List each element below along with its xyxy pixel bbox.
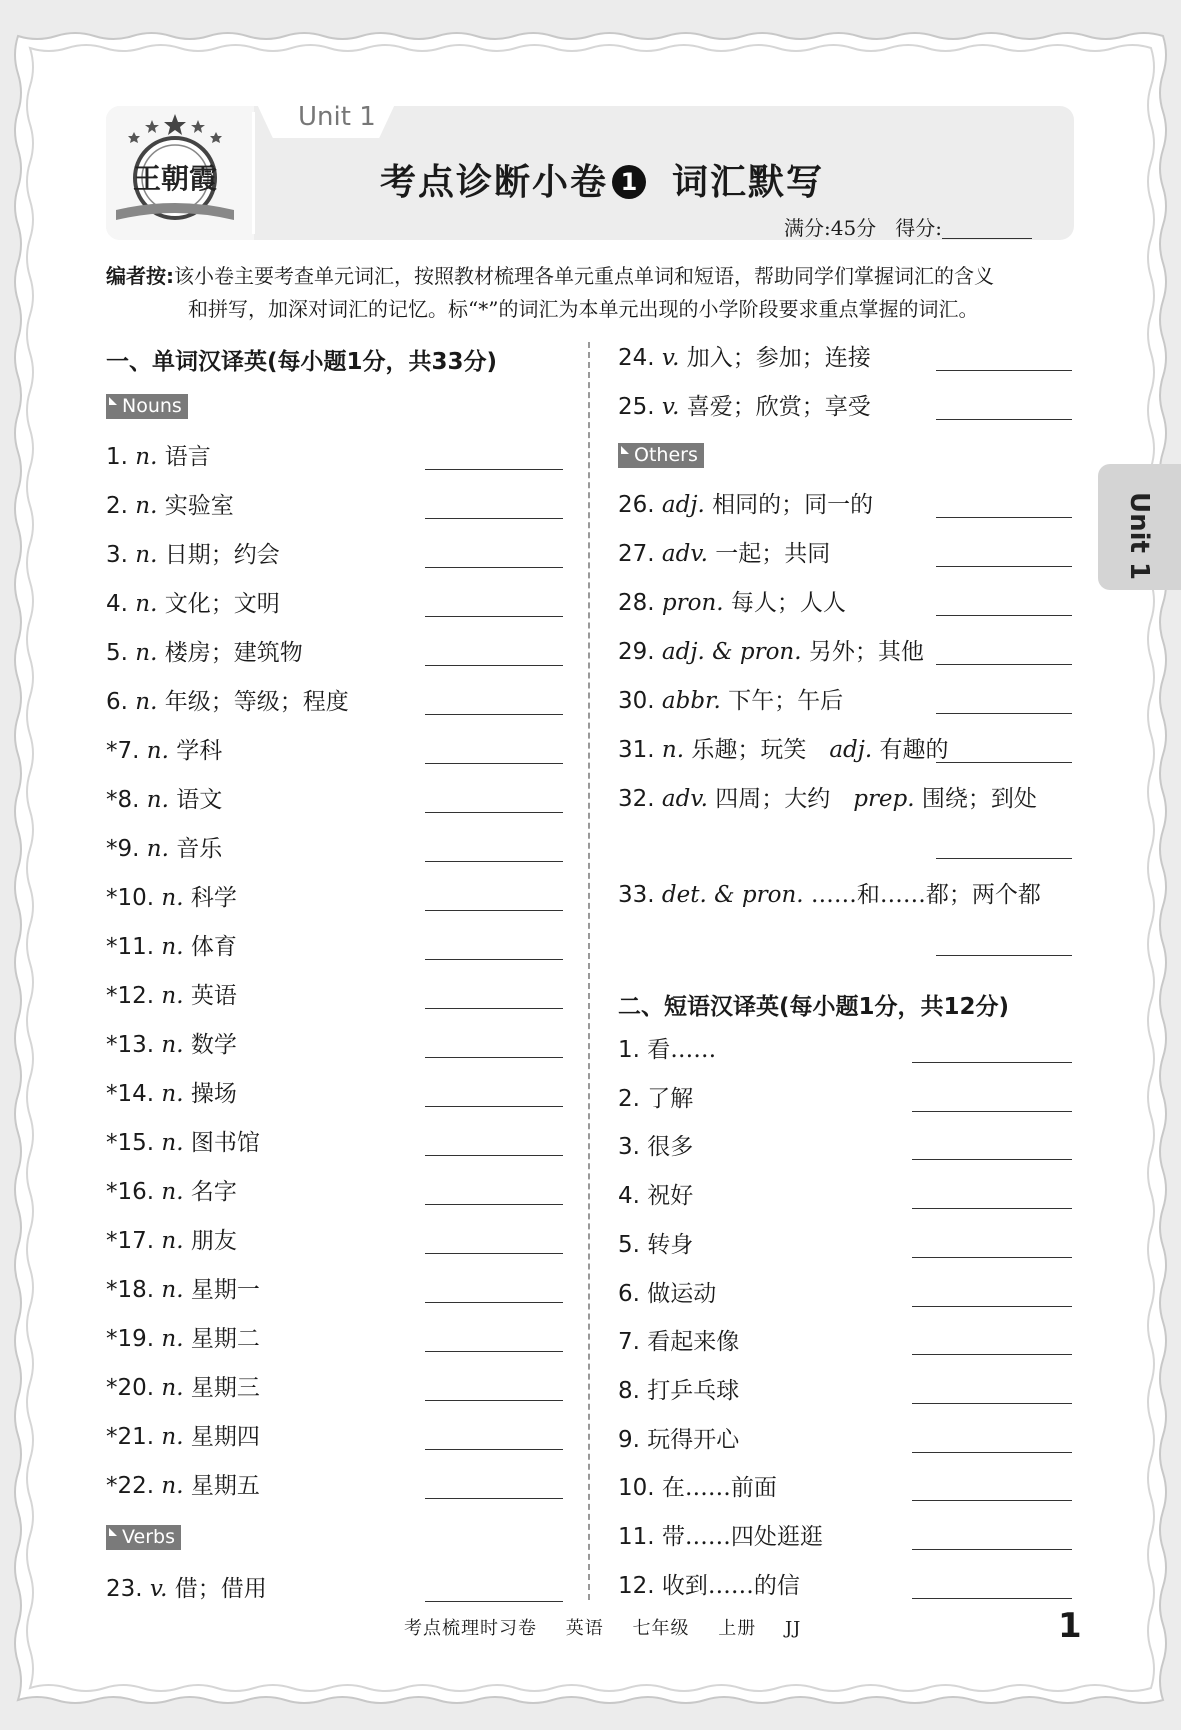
answer-blank[interactable] <box>936 419 1072 420</box>
answer-blank[interactable] <box>936 955 1072 956</box>
answer-blank[interactable] <box>425 1601 563 1602</box>
answer-blank[interactable] <box>425 518 563 519</box>
question-number: *19. <box>106 1326 155 1352</box>
question-number: *11. <box>106 934 155 960</box>
category-others: Others <box>618 443 704 468</box>
part-of-speech: n. <box>161 1326 184 1352</box>
question-number: *21. <box>106 1424 155 1450</box>
question-item <box>618 735 949 765</box>
part-of-speech: adj. <box>661 492 705 518</box>
question-item <box>106 883 237 913</box>
question-text: 打乒乓球 <box>647 1377 740 1404</box>
question-item <box>618 1279 716 1309</box>
part-of-speech: n. <box>146 787 169 813</box>
question-text: 喜爱；欣赏；享受 <box>686 394 871 420</box>
answer-blank[interactable] <box>912 1306 1072 1307</box>
question-number: *10. <box>106 885 155 911</box>
question-item <box>618 343 871 373</box>
question-text: 一起；共同 <box>715 541 831 567</box>
question-item <box>618 637 924 667</box>
question-item <box>106 932 237 962</box>
question-item <box>106 1128 260 1158</box>
answer-blank[interactable] <box>912 1208 1072 1209</box>
question-number: 3. <box>106 542 128 568</box>
question-item <box>618 686 843 716</box>
question-text: 体育 <box>190 934 237 960</box>
category-nouns: Nouns <box>106 394 188 419</box>
question-item <box>106 638 303 668</box>
question-number: *13. <box>106 1032 155 1058</box>
question-text: 做运动 <box>647 1280 717 1307</box>
question-text: 乐趣；玩笑 <box>691 737 807 763</box>
answer-blank[interactable] <box>936 566 1072 567</box>
question-item <box>106 1275 260 1305</box>
part-of-speech: n. <box>161 885 184 911</box>
question-item <box>618 1230 693 1260</box>
answer-blank[interactable] <box>425 1057 563 1058</box>
part-of-speech: v. <box>149 1576 168 1602</box>
svg-text:王朝霞: 王朝霞 <box>132 162 218 195</box>
question-item <box>106 589 280 619</box>
footer-grade: 七年级 <box>632 1618 690 1639</box>
question-text: ……和……都；两个都 <box>810 882 1041 908</box>
page-title: 考点诊断小卷 1 词汇默写 <box>380 162 825 203</box>
question-item <box>618 1084 693 1114</box>
question-item <box>106 834 222 864</box>
answer-blank[interactable] <box>425 1253 563 1254</box>
star-icon <box>164 114 186 135</box>
footer-subject: 英语 <box>565 1618 604 1639</box>
question-text: 在……前面 <box>661 1475 777 1502</box>
question-text: 文化；文明 <box>164 591 280 617</box>
question-item <box>106 442 211 472</box>
question-item <box>106 1079 237 1109</box>
part-of-speech: n. <box>661 737 685 763</box>
question-text: 语文 <box>176 787 223 813</box>
question-number: *18. <box>106 1277 155 1303</box>
question-item <box>618 1181 693 1211</box>
part-of-speech: n. <box>161 1375 184 1401</box>
answer-blank[interactable] <box>912 1549 1072 1550</box>
answer-blank[interactable] <box>912 1452 1072 1453</box>
question-item <box>106 540 280 570</box>
question-number: 27. <box>618 541 655 567</box>
question-text: 四周；大约 <box>715 786 831 812</box>
answer-blank[interactable] <box>425 665 563 666</box>
answer-blank[interactable] <box>912 1062 1072 1063</box>
answer-blank[interactable] <box>936 762 1072 763</box>
answer-blank[interactable] <box>425 469 563 470</box>
answer-blank[interactable] <box>425 714 563 715</box>
question-text: 实验室 <box>164 493 234 519</box>
question-number: 33. <box>618 882 655 908</box>
question-item <box>106 1226 237 1256</box>
question-number: 3. <box>618 1134 640 1161</box>
question-item <box>106 736 222 766</box>
part-of-speech: n. <box>135 689 158 715</box>
footer-edition: JJ <box>784 1618 802 1639</box>
question-text: 音乐 <box>176 836 223 862</box>
question-text: 日期；约会 <box>164 542 280 568</box>
question-number: 1. <box>106 444 128 470</box>
answer-blank[interactable] <box>912 1159 1072 1160</box>
question-text: 年级；等级；程度 <box>164 689 349 715</box>
publisher-logo <box>114 112 236 230</box>
part-of-speech: prep. <box>853 786 915 812</box>
score-blank[interactable] <box>942 218 1032 239</box>
part-of-speech: det. & pron. <box>661 882 804 908</box>
question-number: 12. <box>618 1572 655 1599</box>
score-got-label: 得分: <box>895 216 943 240</box>
question-item <box>106 1324 260 1354</box>
part-of-speech: n. <box>161 1277 184 1303</box>
part-of-speech: abbr. <box>661 688 721 714</box>
part-of-speech: n. <box>161 1032 184 1058</box>
question-number: *20. <box>106 1375 155 1401</box>
section1-title: 一、单词汉译英(每小题1分，共33分) <box>106 349 498 375</box>
question-number: 8. <box>618 1377 640 1404</box>
question-number: 25. <box>618 394 655 420</box>
question-item <box>106 1471 260 1501</box>
answer-blank[interactable] <box>912 1257 1072 1258</box>
answer-blank[interactable] <box>912 1403 1072 1404</box>
answer-blank[interactable] <box>425 959 563 960</box>
question-item <box>618 1473 777 1503</box>
answer-blank[interactable] <box>936 664 1072 665</box>
question-number: 23. <box>106 1576 143 1602</box>
answer-blank[interactable] <box>936 713 1072 714</box>
question-text: 玩得开心 <box>647 1426 740 1453</box>
question-number: 9. <box>618 1426 640 1453</box>
answer-blank[interactable] <box>425 1498 563 1499</box>
answer-blank[interactable] <box>425 1449 563 1450</box>
answer-blank[interactable] <box>425 1302 563 1303</box>
question-item <box>618 588 846 618</box>
question-text: 了解 <box>647 1085 694 1112</box>
section2-title: 二、短语汉译英(每小题1分，共12分) <box>618 994 1010 1020</box>
question-item <box>618 1522 823 1552</box>
question-text: 很多 <box>647 1134 694 1161</box>
question-number: 5. <box>618 1231 640 1258</box>
part-of-speech: adv. <box>661 541 708 567</box>
answer-blank[interactable] <box>425 1155 563 1156</box>
question-item <box>106 1422 260 1452</box>
question-item <box>618 1327 739 1357</box>
question-text: 借；借用 <box>174 1576 267 1602</box>
part-of-speech: n. <box>161 983 184 1009</box>
category-verbs: Verbs <box>106 1525 181 1550</box>
question-number: *12. <box>106 983 155 1009</box>
question-text: 另外；其他 <box>808 639 924 665</box>
part-of-speech: n. <box>161 934 184 960</box>
footer-book: 考点梳理时习卷 <box>404 1618 537 1639</box>
question-number: *8. <box>106 787 140 813</box>
question-text: 楼房；建筑物 <box>164 640 303 666</box>
question-text: 看起来像 <box>647 1329 740 1356</box>
question-number: 2. <box>106 493 128 519</box>
editor-note: 编者按:该小卷主要考查单元词汇，按照教材梳理各单元重点单词和短语，帮助同学们掌握词汇的含义 和拼写，加深对词汇的记忆。标“*”的词汇为本单元出现的小学阶段要求重点掌握的词汇。 <box>106 264 994 321</box>
question-number: *16. <box>106 1179 155 1205</box>
answer-blank[interactable] <box>425 1106 563 1107</box>
part-of-speech: n. <box>161 1081 184 1107</box>
question-item <box>106 491 234 521</box>
question-item <box>618 1571 800 1601</box>
question-text: 星期五 <box>190 1473 260 1499</box>
question-number: *7. <box>106 738 140 764</box>
question-text: 祝好 <box>647 1183 694 1210</box>
question-item <box>106 1030 237 1060</box>
answer-blank[interactable] <box>936 370 1072 371</box>
question-number: 31. <box>618 737 655 763</box>
question-number: 24. <box>618 345 655 371</box>
answer-blank[interactable] <box>912 1500 1072 1501</box>
question-item <box>618 392 871 422</box>
question-item <box>618 880 1041 910</box>
question-number: 10. <box>618 1475 655 1502</box>
answer-blank[interactable] <box>425 763 563 764</box>
part-of-speech: n. <box>135 591 158 617</box>
part-of-speech: v. <box>661 345 680 371</box>
question-text: 看…… <box>647 1037 717 1063</box>
question-text: 星期一 <box>190 1277 260 1303</box>
question-number: *15. <box>106 1130 155 1156</box>
answer-blank[interactable] <box>425 1351 563 1352</box>
question-item <box>618 1132 693 1162</box>
question-text: 加入；参加；连接 <box>686 345 871 371</box>
question-item <box>106 981 237 1011</box>
answer-blank[interactable] <box>425 616 563 617</box>
question-number: *9. <box>106 836 140 862</box>
question-number: 4. <box>106 591 128 617</box>
answer-blank[interactable] <box>936 517 1072 518</box>
question-text: 收到……的信 <box>661 1572 800 1599</box>
answer-blank[interactable] <box>425 910 563 911</box>
question-item <box>618 1035 716 1065</box>
question-text: 数学 <box>190 1032 237 1058</box>
answer-blank[interactable] <box>425 1400 563 1401</box>
answer-blank[interactable] <box>936 615 1072 616</box>
question-text: 有趣的 <box>879 737 949 763</box>
star-icon <box>210 132 222 143</box>
answer-blank[interactable] <box>425 1204 563 1205</box>
answer-blank[interactable] <box>425 812 563 813</box>
question-text: 星期二 <box>190 1326 260 1352</box>
question-text: 围绕；到处 <box>921 786 1037 812</box>
column-divider <box>588 342 590 1600</box>
answer-blank[interactable] <box>912 1354 1072 1355</box>
part-of-speech: adv. <box>661 786 708 812</box>
part-of-speech: n. <box>135 444 158 470</box>
answer-blank[interactable] <box>912 1111 1072 1112</box>
question-number: 11. <box>618 1524 655 1550</box>
title-number-badge: 1 <box>612 165 646 199</box>
star-icon <box>128 132 140 143</box>
question-text: 图书馆 <box>190 1130 260 1156</box>
part-of-speech: n. <box>135 640 158 666</box>
star-icon <box>145 120 159 133</box>
question-number: 26. <box>618 492 655 518</box>
question-number: 6. <box>106 689 128 715</box>
question-number: 32. <box>618 786 655 812</box>
question-text: 名字 <box>190 1179 237 1205</box>
question-text: 星期四 <box>190 1424 260 1450</box>
question-number: 6. <box>618 1280 640 1307</box>
answer-blank[interactable] <box>936 858 1072 859</box>
part-of-speech: n. <box>146 738 169 764</box>
question-text: 星期三 <box>190 1375 260 1401</box>
part-of-speech: adj. & pron. <box>661 639 802 665</box>
question-text: 科学 <box>190 885 237 911</box>
question-item <box>106 1574 267 1604</box>
part-of-speech: n. <box>161 1130 184 1156</box>
answer-blank[interactable] <box>912 1598 1072 1599</box>
question-item <box>106 687 349 717</box>
question-text: 相同的；同一的 <box>712 492 874 518</box>
part-of-speech: n. <box>135 542 158 568</box>
unit-tab-label: Unit 1 <box>298 102 376 132</box>
question-text: 带……四处逛逛 <box>661 1524 823 1550</box>
part-of-speech: n. <box>161 1473 184 1499</box>
answer-blank[interactable] <box>425 1008 563 1009</box>
part-of-speech: n. <box>161 1179 184 1205</box>
question-item <box>106 785 222 815</box>
footer-volume: 上册 <box>718 1618 757 1639</box>
question-item <box>618 784 1037 814</box>
question-text: 下午；午后 <box>728 688 844 714</box>
question-number: *22. <box>106 1473 155 1499</box>
editor-note-label: 编者按: <box>106 264 174 288</box>
question-text: 语言 <box>164 444 211 470</box>
question-text: 每人；人人 <box>730 590 846 616</box>
question-number: 2. <box>618 1085 640 1112</box>
star-icon <box>191 120 205 133</box>
question-text: 操场 <box>190 1081 237 1107</box>
question-item <box>618 1376 739 1406</box>
question-text: 英语 <box>190 983 237 1009</box>
side-unit-tab-label: Unit 1 <box>1124 492 1154 581</box>
part-of-speech: v. <box>661 394 680 420</box>
part-of-speech: n. <box>135 493 158 519</box>
answer-blank[interactable] <box>425 567 563 568</box>
page-number: 1 <box>1058 1606 1082 1646</box>
question-text: 朋友 <box>190 1228 237 1254</box>
question-item <box>106 1177 237 1207</box>
question-item <box>618 539 830 569</box>
question-number: 5. <box>106 640 128 666</box>
question-number: 1. <box>618 1037 640 1063</box>
score-total: 满分:45分 <box>784 216 877 240</box>
answer-blank[interactable] <box>425 861 563 862</box>
part-of-speech: n. <box>161 1228 184 1254</box>
question-item <box>106 1373 260 1403</box>
question-number: 28. <box>618 590 655 616</box>
part-of-speech: pron. <box>661 590 724 616</box>
question-number: 7. <box>618 1329 640 1356</box>
question-text: 学科 <box>176 738 223 764</box>
part-of-speech: adj. <box>829 737 873 763</box>
question-item <box>618 1425 739 1455</box>
part-of-speech: n. <box>161 1424 184 1450</box>
question-item <box>618 490 873 520</box>
question-number: 29. <box>618 639 655 665</box>
question-number: *14. <box>106 1081 155 1107</box>
part-of-speech: n. <box>146 836 169 862</box>
score-line <box>784 212 1032 241</box>
question-number: 30. <box>618 688 655 714</box>
question-number: 4. <box>618 1183 640 1210</box>
question-text: 转身 <box>647 1231 694 1258</box>
footer <box>404 1614 823 1640</box>
question-number: *17. <box>106 1228 155 1254</box>
